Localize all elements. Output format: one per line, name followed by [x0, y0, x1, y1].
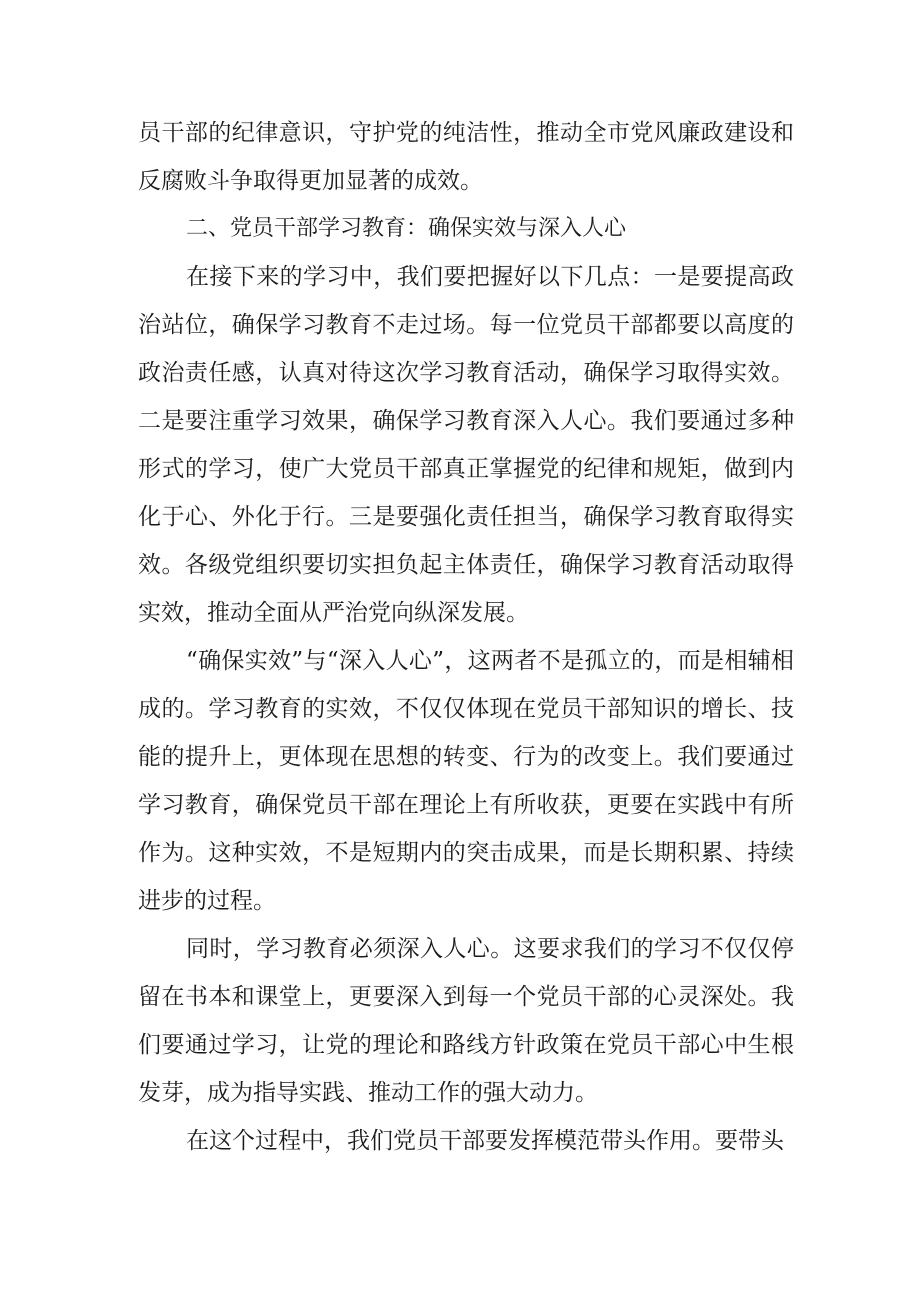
body-text	[138, 109, 794, 1165]
paragraph-exemplary-role: 在这个过程中，我们党员干部要发挥模范带头作用。要带头	[186, 1128, 784, 1154]
paragraph-take-root: 同时，学习教育必须深入人心。这要求我们的学习不仅仅停留在书本和课堂上，更要深入到每一个党员干部的心灵深处。我们要通过学习，让党的理论和路线方针政策在党员干部心中生根发芽，成为指导实践、推动工作的强大动力。	[138, 936, 794, 1106]
section-heading: 二、党员干部学习教育：确保实效与深入人心	[186, 216, 627, 241]
paragraph-key-points: 在接下来的学习中，我们要把握好以下几点：一是要提高政治站位，确保学习教育不走过场。每一位党员干部都要以高度的政治责任感，认真对待这次学习教育活动，确保学习取得实效。二是要注重学习效果，确保学习教育深入人心。我们要通过多种形式的学习，使广大党员干部真正掌握党的纪律和规矩，做到内化于心、外化于行。三是要强化责任担当，确保学习教育取得实效。各级党组织要切实担负起主体责任，确保学习教育活动取得实效，推动全面从严治党向纵深发展。	[138, 264, 794, 626]
paragraph-effectiveness: “确保实效”与“深入人心”，这两者不是孤立的，而是相辅相成的。学习教育的实效，不仅仅体现在党员干部知识的增长、技能的提升上，更体现在思想的转变、行为的改变上。我们要通过学习教育，确保党员干部在理论上有所收获，更要在实践中有所作为。这种实效，不是短期内的突击成果，而是长期积累、持续进步的过程。	[138, 648, 794, 914]
paragraph-continued: 员干部的纪律意识，守护党的纯洁性，推动全市党风廉政建设和反腐败斗争取得更加显著的成效。	[138, 120, 794, 194]
